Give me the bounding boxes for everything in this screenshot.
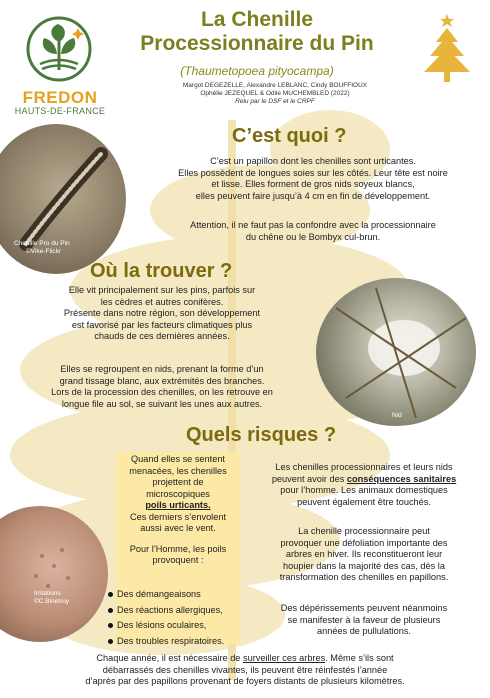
where-p2-line1: Elles se regroupent en nids, prenant la forme d’un [60, 364, 264, 374]
heading-where: Où la trouver ? [90, 260, 233, 282]
photo1-caption-line2: ©Vike-Flickr [26, 248, 62, 255]
right-p3-line3: années de pullulations. [317, 626, 411, 636]
what-p1-line2: Elles possèdent de longues soies sur les côtés. Leur tête est noire [178, 167, 448, 178]
page-title [112, 8, 402, 56]
what-paragraph-2 [148, 220, 478, 243]
right-p2-line1: La chenille processionnaire peut [298, 526, 430, 536]
title-line-2: Processionnaire du Pin [140, 32, 374, 55]
box-line5: poils urticants. [145, 500, 211, 510]
monitor-trees: surveiller ces arbres [242, 653, 326, 663]
christmas-tree-icon [418, 10, 476, 90]
reviewed-by: Relu par le DSF et le CRPF [235, 98, 315, 105]
right-p1-line4: peuvent également être touchés. [297, 496, 431, 507]
right-p2-line5: transformation des chenilles en papillons. [279, 572, 449, 582]
photo3-caption-line1: Irritations [34, 590, 61, 597]
footer-line2: débarrassés des chenilles vivantes, ils peuvent être réinfestés l’année [102, 664, 388, 675]
where-p1-line1: Elle vit principalement sur les pins, parfois sur [68, 285, 256, 295]
right-p1-line2: peuvent avoir des conséquences sanitaires [271, 473, 457, 484]
right-p3-line1: Des dépérissements peuvent néanmoins [280, 603, 448, 613]
box-line4: microscopiques [146, 488, 210, 499]
photo1-caption [14, 240, 70, 256]
what-paragraph-1 [148, 156, 478, 202]
photo1-caption-line1: Chenille Pro du Pin [14, 240, 70, 247]
bullet-icon [108, 592, 113, 597]
right-p3-line2: se manifester à la faveur de plusieurs [287, 614, 441, 625]
right-p2-line3: arbres en hiver. Ils reconstitueront leur [285, 549, 443, 559]
box-line8: Pour l’Homme, les poils [129, 543, 227, 554]
risks-right-paragraph-1 [250, 462, 478, 508]
nest-photo [316, 278, 476, 426]
box-line9: provoquent : [152, 555, 204, 565]
where-p1-line3: Présente dans notre région, son développement [63, 308, 261, 318]
bullet-icon [108, 623, 113, 628]
photo3-caption [34, 590, 69, 606]
where-p2-line3: Lors de la procession des chenilles, on les retrouve en [51, 387, 273, 397]
authors-line-2: Ophélie JEZEQUEL & Odile MUCHEMBLED (2022) [200, 90, 350, 97]
what-p1-line4: elles peuvent faire jusqu’à 4 cm en fin de développement. [195, 190, 431, 201]
logo-name: FREDON [22, 88, 98, 107]
nest-drawing [316, 278, 476, 426]
list-item: Des réactions allergiques, [108, 603, 268, 619]
where-p1-line5: chauds de ces dernières années. [94, 331, 230, 341]
where-p2-line4: longue file au sol, se suivant les unes aux autres. [61, 398, 263, 409]
right-p1-line1: Les chenilles processionnaires et leurs nids [275, 462, 453, 472]
right-p2-line2: provoquer une défoliation importante des [280, 537, 448, 548]
symptoms-list [108, 587, 268, 649]
footer-line3: d’après par des papillons provenant de foyers distants de plusieurs kilomètres. [85, 676, 405, 686]
list-item: Des démangeaisons [108, 587, 268, 603]
what-p1-line3: et lisse. Elles forment de gros nids soyeux blancs, [211, 179, 415, 189]
bullet-icon [108, 608, 113, 613]
risks-right-paragraph-3 [250, 603, 478, 638]
footer-note [10, 653, 480, 688]
where-paragraph-2 [12, 364, 312, 410]
fredon-logo-icon [24, 14, 94, 84]
what-p2-line1: Attention, il ne faut pas la confondre avec la processionnaire [190, 220, 436, 230]
title-line-1: La Chenille [200, 8, 314, 31]
scientific-name: (Thaumetopoea pityocampa) [180, 64, 334, 78]
where-p2-line2: grand tissage blanc, aux extrémités des branches. [59, 375, 265, 386]
heading-what: C’est quoi ? [232, 125, 347, 147]
box-line2: menacées, les chenilles [129, 465, 227, 476]
photo3-caption-line2: ©C.Binetruy [34, 598, 70, 605]
health-consequences: conséquences sanitaires [346, 473, 457, 484]
footer-line1: Chaque année, il est nécessaire de surveiller ces arbres. Même s’ils sont [96, 653, 394, 663]
list-item: Des troubles respiratoires. [108, 634, 268, 650]
box-line3: projettent de [152, 477, 204, 487]
where-p1-line2: les cèdres et autres conifères. [100, 296, 224, 307]
box-line6: Ces derniers s’envolent [129, 511, 226, 522]
bullet-icon [108, 639, 113, 644]
authors-line-1: Margot DEGEZELLE, Alexandre LEBLANC, Cindy BOUFFIOUX [182, 82, 368, 89]
risks-box-text [116, 454, 240, 567]
where-p1-line4: est favorisé par les facteurs climatiques plus [71, 319, 253, 330]
photo2-caption: Nid [392, 412, 402, 419]
right-p2-line4: houpier dans la majorité des cas, dès la [283, 560, 445, 571]
risks-right-paragraph-2 [250, 526, 478, 584]
what-p1-line1: C’est un papillon dont les chenilles sont urticantes. [210, 156, 416, 166]
authors [150, 82, 400, 106]
list-item: Des lésions oculaires, [108, 618, 268, 634]
where-paragraph-1 [12, 285, 312, 343]
logo-region: HAUTS-DE-FRANCE [14, 106, 106, 116]
what-p2-line2: du chêne ou le Bombyx cul-brun. [245, 231, 381, 242]
right-p1-line3: pour l’homme. Les animaux domestiques [280, 485, 448, 495]
box-line1: Quand elles se sentent [131, 454, 225, 464]
box-line7: aussi avec le vent. [140, 523, 216, 533]
heading-risks: Quels risques ? [186, 424, 337, 446]
